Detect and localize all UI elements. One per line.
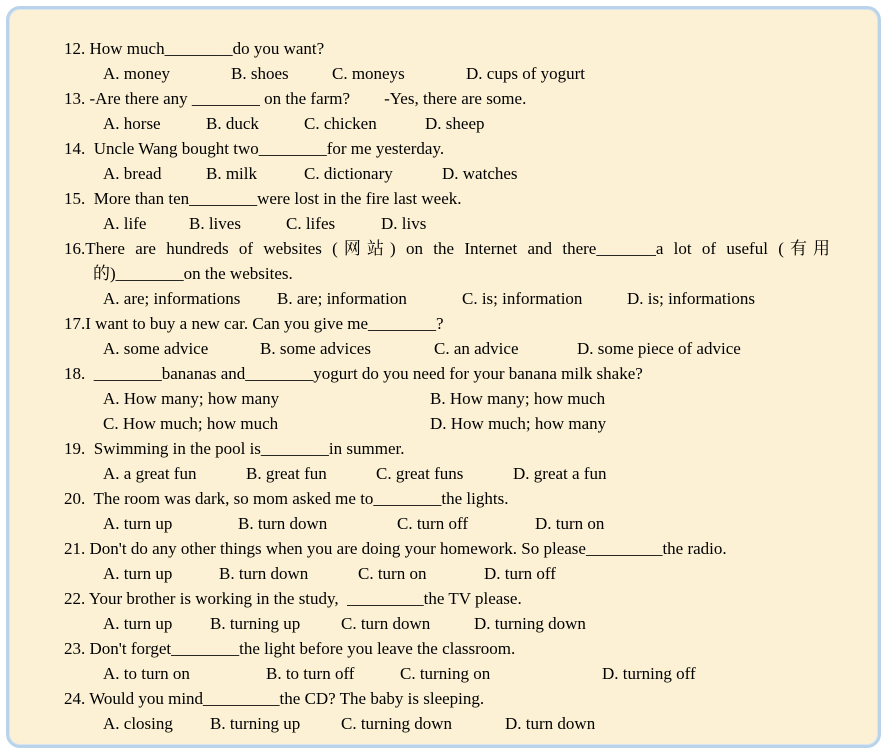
option-a: A. some advice	[103, 339, 209, 358]
option-b: B. turning up	[210, 614, 301, 633]
option-a: A. turn up	[103, 614, 173, 633]
option-b: B. some advices	[260, 339, 371, 358]
option-c: C. turning on	[400, 664, 491, 683]
option-b: B. shoes	[231, 64, 289, 83]
question-stem: 23. Don't forget________the light before you leave the classroom.	[64, 639, 516, 658]
question-stem: 13. -Are there any ________ on the farm? -Yes, there are some.	[64, 89, 527, 108]
option-c: C. turn off	[397, 514, 468, 533]
option-c: C. chicken	[304, 114, 377, 133]
option-d: D. cups of yogurt	[466, 64, 585, 83]
option-b: B. turning up	[210, 714, 301, 733]
option-c: C. turning down	[341, 714, 452, 733]
question-stem: 17.I want to buy a new car. Can you give me________?	[64, 314, 444, 333]
option-c: C. lifes	[286, 214, 336, 233]
option-d: D. sheep	[425, 114, 485, 133]
question-stem-line1: 16.There are hundreds of websites (网站) on the Internet and there_______a lot of useful (有用	[64, 239, 830, 258]
question-stem: 20. The room was dark, so mom asked me to________the lights.	[64, 489, 509, 508]
option-b: B. milk	[206, 164, 258, 183]
option-d: D. is; informations	[627, 289, 755, 308]
option-c: C. dictionary	[304, 164, 393, 183]
option-a: A. How many; how many	[103, 389, 280, 408]
question-stem: 21. Don't do any other things when you are doing your homework. So please_________the radio.	[64, 539, 727, 558]
option-b: B. How many; how much	[430, 389, 606, 408]
question-stem: 22. Your brother is working in the study, _________the TV please.	[64, 589, 522, 608]
option-a: A. closing	[103, 714, 173, 733]
option-b: B. great fun	[246, 464, 327, 483]
question-stem-line2: 的)________on the websites.	[93, 264, 293, 283]
option-a: A. turn up	[103, 514, 173, 533]
option-b: B. are; information	[277, 289, 407, 308]
option-a: A. are; informations	[103, 289, 241, 308]
option-a: A. horse	[103, 114, 161, 133]
option-b: B. duck	[206, 114, 259, 133]
option-a: A. money	[103, 64, 171, 83]
option-c: C. turn on	[358, 564, 427, 583]
option-d: D. livs	[381, 214, 427, 233]
option-c: C. an advice	[434, 339, 519, 358]
question-stem: 24. Would you mind_________the CD? The baby is sleeping.	[64, 689, 485, 708]
option-d: D. turn on	[535, 514, 605, 533]
option-c: C. great funs	[376, 464, 464, 483]
option-a: A. to turn on	[103, 664, 190, 683]
option-b: B. turn down	[219, 564, 309, 583]
option-d: D. turn down	[505, 714, 596, 733]
option-b: B. to turn off	[266, 664, 355, 683]
option-d: D. How much; how many	[430, 414, 607, 433]
question-stem: 15. More than ten________were lost in the fire last week.	[64, 189, 462, 208]
option-a: A. bread	[103, 164, 162, 183]
option-c: C. How much; how much	[103, 414, 279, 433]
question-stem: 18. ________bananas and________yogurt do you need for your banana milk shake?	[64, 364, 643, 383]
option-d: D. turn off	[484, 564, 556, 583]
option-c: C. turn down	[341, 614, 431, 633]
question-stem: 12. How much________do you want?	[64, 39, 325, 58]
option-c: C. is; information	[462, 289, 583, 308]
question-stem: 19. Swimming in the pool is________in summer.	[64, 439, 405, 458]
question-stem: 14. Uncle Wang bought two________for me yesterday.	[64, 139, 445, 158]
option-b: B. lives	[189, 214, 241, 233]
option-d: D. some piece of advice	[577, 339, 741, 358]
option-d: D. watches	[442, 164, 518, 183]
option-d: D. turning down	[474, 614, 586, 633]
option-a: A. turn up	[103, 564, 173, 583]
option-a: A. a great fun	[103, 464, 197, 483]
option-d: D. great a fun	[513, 464, 607, 483]
option-b: B. turn down	[238, 514, 328, 533]
option-d: D. turning off	[602, 664, 696, 683]
option-c: C. moneys	[332, 64, 405, 83]
option-a: A. life	[103, 214, 147, 233]
